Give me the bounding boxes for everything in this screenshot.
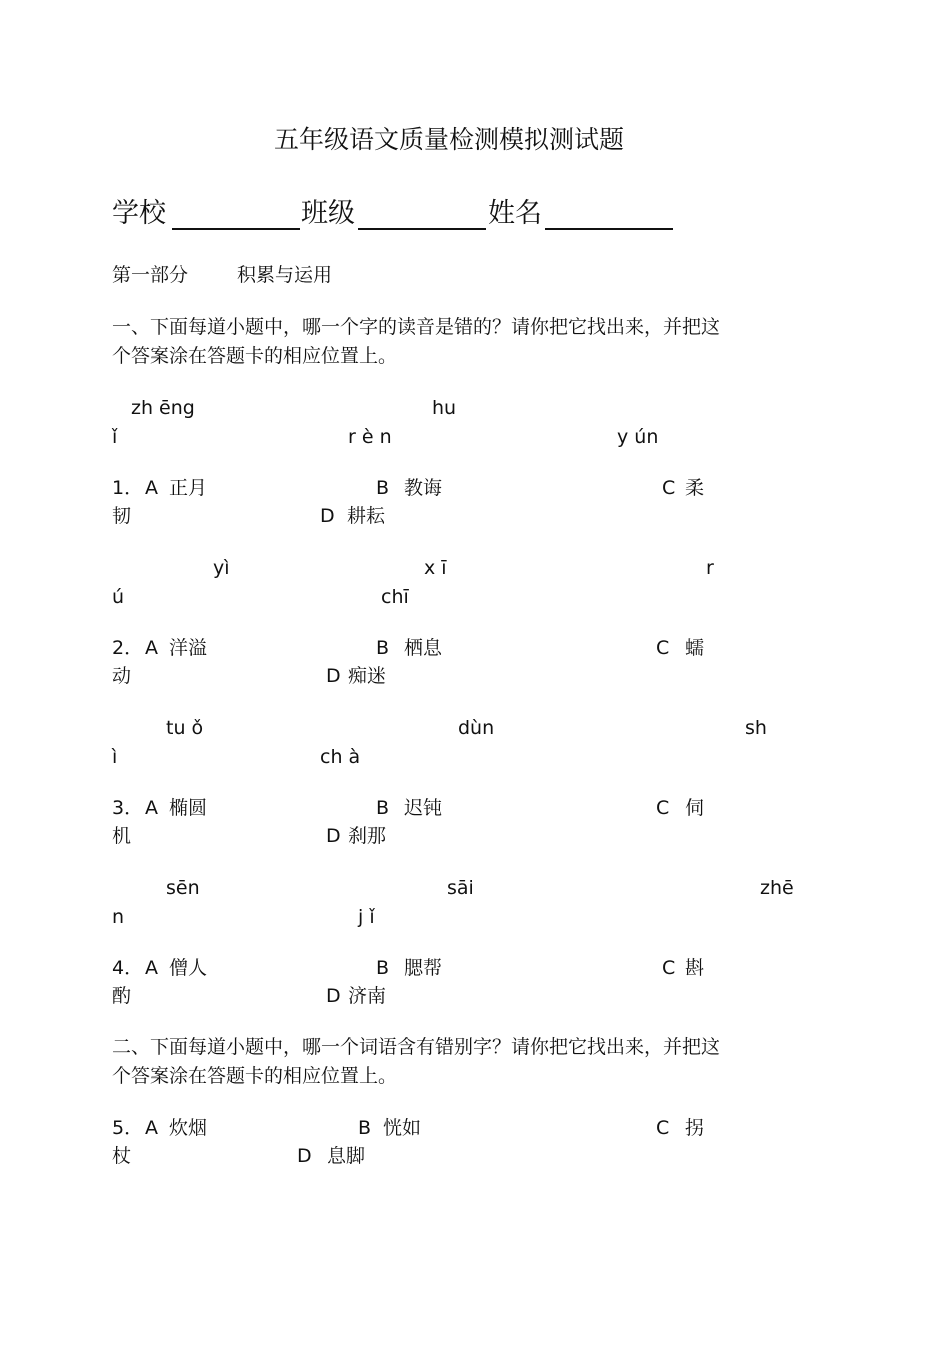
q5-option-a-letter[interactable]: A <box>145 1117 158 1139</box>
q2-number: 2． <box>112 637 144 659</box>
q1-pinyin-a: zh ēng <box>131 397 195 419</box>
q2-pinyin-a: yì <box>213 557 230 579</box>
q4-option-c-letter[interactable]: C <box>662 957 676 979</box>
q4-pinyin-c: zhē <box>760 877 794 899</box>
q2-option-a[interactable]: 洋溢 <box>169 637 208 659</box>
q4-option-b-letter[interactable]: B <box>376 957 390 979</box>
q5-number: 5． <box>112 1117 144 1139</box>
q3-number: 3． <box>112 797 144 819</box>
q4-option-d[interactable]: 济南 <box>348 985 387 1007</box>
q3-option-a[interactable]: 椭圆 <box>169 797 208 819</box>
q4-option-c-wrap[interactable]: 酌 <box>112 985 132 1007</box>
q2-pinyin-d: chī <box>381 586 409 608</box>
q2-option-d-letter[interactable]: D <box>326 665 341 687</box>
q1-option-a[interactable]: 正月 <box>169 477 208 499</box>
q2-option-c-letter[interactable]: C <box>656 637 670 659</box>
q2-option-b[interactable]: 栖息 <box>404 637 443 659</box>
q3-pinyin-c-wrap: ì <box>112 746 118 768</box>
page-title: 五年级语文质量检测模拟测试题 <box>274 125 625 154</box>
q4-option-d-letter[interactable]: D <box>326 985 341 1007</box>
q1-pinyin-c: r è n <box>348 426 392 448</box>
class-label: 班级 <box>301 198 355 229</box>
q2-pinyin-c: r <box>706 557 714 579</box>
q2-pinyin-c-wrap: ú <box>112 586 125 608</box>
name-blank[interactable] <box>545 228 673 230</box>
q4-number: 4． <box>112 957 144 979</box>
q2-option-b-letter[interactable]: B <box>376 637 390 659</box>
q4-pinyin-a: sēn <box>166 877 200 899</box>
part-name: 积累与运用 <box>237 264 333 286</box>
q4-pinyin-b: sāi <box>447 877 474 899</box>
q2-option-d[interactable]: 痴迷 <box>348 665 387 687</box>
q1-option-b[interactable]: 教诲 <box>404 477 443 499</box>
q5-option-d-letter[interactable]: D <box>297 1145 312 1167</box>
q1-option-c-wrap[interactable]: 韧 <box>112 505 132 527</box>
q1-option-a-letter[interactable]: A <box>145 477 158 499</box>
q2-option-a-letter[interactable]: A <box>145 637 158 659</box>
part-label: 第一部分 <box>112 264 189 286</box>
q4-pinyin-d: j ǐ <box>358 906 375 928</box>
q5-option-c-wrap[interactable]: 杖 <box>112 1145 132 1167</box>
q3-option-a-letter[interactable]: A <box>145 797 158 819</box>
q1-option-c-letter[interactable]: C <box>662 477 676 499</box>
q3-pinyin-d: ch à <box>320 746 361 768</box>
q3-pinyin-c: sh <box>745 717 767 739</box>
q5-option-c[interactable]: 拐 <box>685 1117 705 1139</box>
q5-option-b-letter[interactable]: B <box>358 1117 372 1139</box>
q1-option-b-letter[interactable]: B <box>376 477 390 499</box>
q4-pinyin-c-wrap: n <box>112 906 125 928</box>
q2-pinyin-b: x ī <box>424 557 447 579</box>
q3-option-d[interactable]: 刹那 <box>348 825 387 847</box>
q2-option-c[interactable]: 蠕 <box>685 637 705 659</box>
q1-pinyin-d: y ún <box>617 426 659 448</box>
q3-option-c[interactable]: 伺 <box>685 797 705 819</box>
section1-line1: 一、下面每道小题中，哪一个字的读音是错的？请你把它找出来，并把这 <box>112 316 721 338</box>
section1-line2: 个答案涂在答题卡的相应位置上。 <box>112 345 398 367</box>
q2-option-c-wrap[interactable]: 动 <box>112 665 132 687</box>
q3-option-b-letter[interactable]: B <box>376 797 390 819</box>
q4-option-c[interactable]: 斟 <box>685 957 705 979</box>
q4-option-a-letter[interactable]: A <box>145 957 158 979</box>
section2-line1: 二、下面每道小题中，哪一个词语含有错别字？请你把它找出来，并把这 <box>112 1036 721 1058</box>
name-label: 姓名 <box>488 198 542 229</box>
q5-option-b[interactable]: 恍如 <box>383 1117 422 1139</box>
q3-option-c-letter[interactable]: C <box>656 797 670 819</box>
q1-pinyin-b: hu <box>432 397 457 419</box>
q4-option-a[interactable]: 僧人 <box>169 957 208 979</box>
q3-pinyin-a: tu ǒ <box>166 717 204 739</box>
q1-option-d-letter[interactable]: D <box>320 505 335 527</box>
q1-number: 1． <box>112 477 144 499</box>
school-label: 学校 <box>112 198 166 229</box>
class-blank[interactable] <box>358 228 486 230</box>
q5-option-d[interactable]: 息脚 <box>327 1145 366 1167</box>
section2-line2: 个答案涂在答题卡的相应位置上。 <box>112 1065 398 1087</box>
q1-option-d[interactable]: 耕耘 <box>347 505 386 527</box>
school-blank[interactable] <box>172 228 300 230</box>
q1-pinyin-b-wrap: ǐ <box>112 426 118 448</box>
q3-option-b[interactable]: 迟钝 <box>404 797 443 819</box>
q5-option-c-letter[interactable]: C <box>656 1117 670 1139</box>
q4-option-b[interactable]: 腮帮 <box>404 957 443 979</box>
q3-pinyin-b: dùn <box>458 717 495 739</box>
q3-option-c-wrap[interactable]: 机 <box>112 825 132 847</box>
q3-option-d-letter[interactable]: D <box>326 825 341 847</box>
q1-option-c[interactable]: 柔 <box>685 477 705 499</box>
q5-option-a[interactable]: 炊烟 <box>169 1117 208 1139</box>
